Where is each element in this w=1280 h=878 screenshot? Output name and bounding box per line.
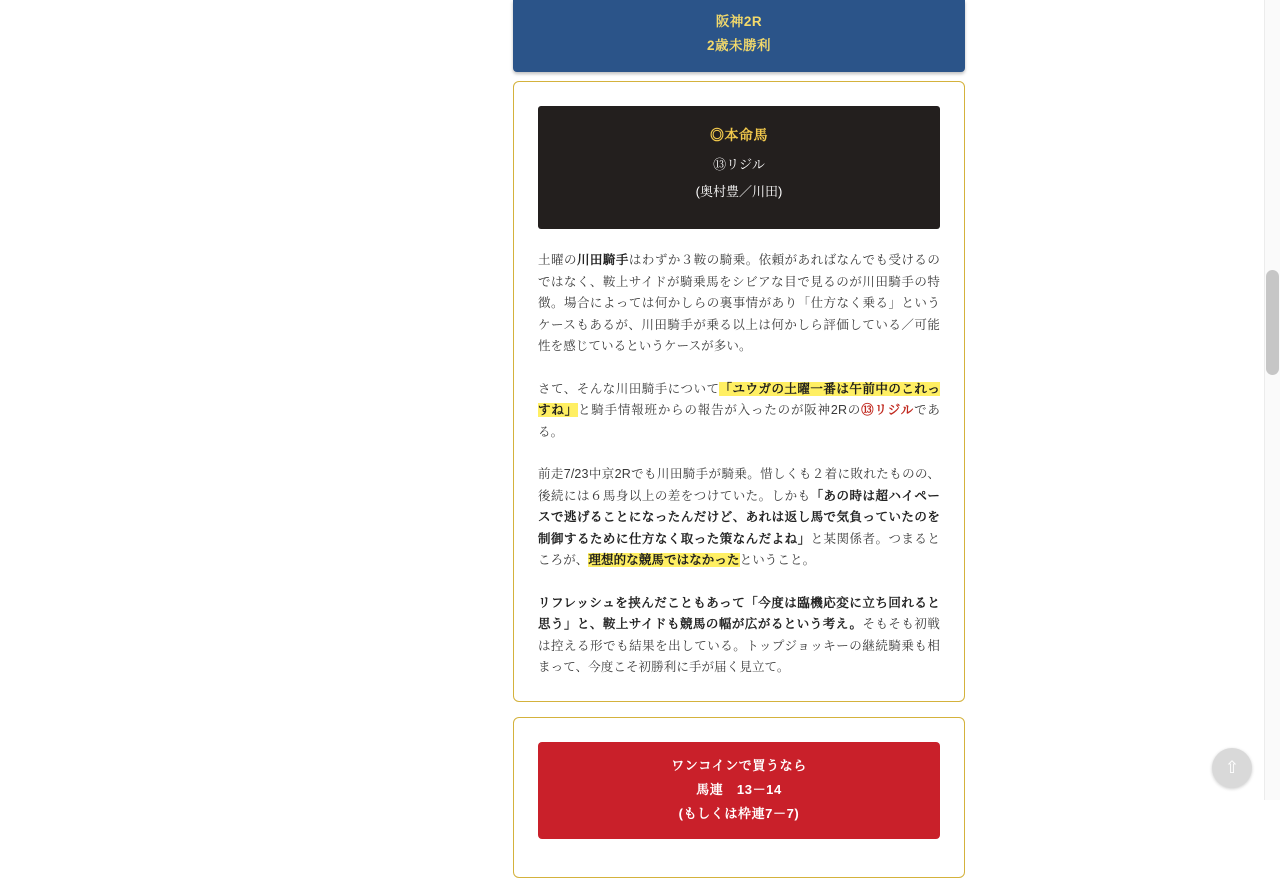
p1-s1: 土曜の [538,253,577,267]
honmei-title: ◎本命馬 [710,127,768,143]
p1-s3: はわずか３鞍の騎乗。依頼があればなんでも受けるのではなく、鞍上サイドが騎乗馬をシビアな目で見るのが川田騎手の特徴。場合によっては何かしらの裏事情があり「仕方なく乗る」というケースもあるが、川田騎手が乗る以上は何かしら評価している／可能性を感じているというケースが多い。 [538,253,940,353]
p2-quote-highlight: 「ユウガの土曜一番は午前中のこれっすね」 [538,381,940,417]
p3-s5: ということ。 [739,553,816,567]
p4-bold: リフレッシュを挟んだこともあって「今度は臨機応変に立ち回れると思う」と、鞍上サイドも競馬の幅が広がるという考え。 [538,595,940,631]
race-name: 阪神2R [715,14,763,29]
main-pick-card [513,81,965,702]
honmei-connections: (奥村豊／川田) [695,184,783,199]
bet-banner-line1: ワンコインで買うなら [671,757,807,773]
race-header [513,0,965,72]
paragraph-2 [538,379,940,444]
paragraph-1 [538,250,940,358]
paragraph-3 [538,464,940,572]
p3-quote-bold: 「あの時は超ハイペースで逃げることになったんだけど、あれは返し馬で気負っていたのを制御するために仕方なく取った策なんだよね」 [538,488,940,546]
bet-banner-line2: 馬連 13－14 [696,781,782,797]
page-scrollbar-thumb[interactable] [1266,270,1279,375]
p2-horse-number: ⑬ [861,403,875,417]
p1-jockey-name: 川田騎手 [576,253,629,267]
p2-horse-name: リジル [874,403,915,417]
paragraph-4 [538,593,940,679]
p3-s3: と某関係者。つまるところが、 [538,531,940,567]
p3-highlight: 理想的な競馬ではなかった [588,553,740,567]
bet-banner-line3: (もしくは枠連7－7) [678,805,800,821]
p3-s1: 前走7/23中京2Rでも川田騎手が騎乗。惜しくも２着に敗れたものの、後続には６馬身以上の差をつけていた。しかも [538,467,940,503]
p4-s2: そもそも初戦は控える形でも結果を出している。トップジョッキーの継続騎乗も相まって、今度こそ初勝利に手が届く見立て。 [538,617,940,674]
race-class: 2歳未勝利 [706,38,771,53]
back-to-top-button[interactable] [1212,748,1252,788]
bet-banner [538,742,940,839]
content-column [513,0,965,878]
p2-s1: さて、そんな川田騎手について [538,381,720,396]
honmei-horse: ⑬リジル [713,157,765,172]
page-scrollbar-track[interactable] [1264,0,1280,800]
honmei-banner [538,106,940,229]
p2-s6: である。 [538,403,941,439]
article-body [538,250,940,679]
bet-suggestion-card [513,717,965,878]
p2-s3: と騎手情報班からの報告が入ったのが阪神2Rの [577,403,862,417]
double-chevron-up-icon: ⇧ [1224,758,1240,777]
